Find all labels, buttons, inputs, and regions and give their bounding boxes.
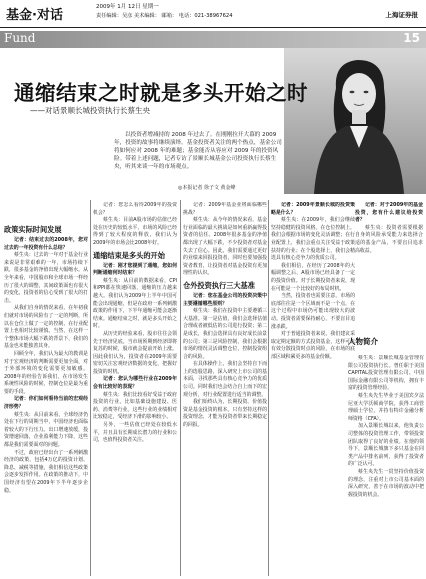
body-paragraph: 从历史的经验来看，股市往往会领先于经济见底。当市场预期到经济即将复苏的时候，股市就会提前开始上涨。因此我们认为，投资者在2009年需要密切关注宏观经济数据的变化，把握好投资的时机。 [93, 330, 177, 375]
body-paragraph: 蔡生央先生毕业于美国宾夕法尼亚大学沃顿商学院，获得工商管理硕士学位，并持有特许金融分析师资格（CFA）。 [348, 392, 424, 422]
body-paragraph: 蔡生央先生一贯坚持价值投资的理念，注重对上市公司基本面的深入研究，善于在市场的波动中把握投资的机会。 [348, 468, 424, 498]
portrait-illustration [284, 48, 426, 194]
body-paragraph: 加入景顺长城以来，他负责公司整体的投资管理工作，带领投资团队取得了良好的业绩。在他的领导下，景顺长城旗下多只基金在同类产品中排名前列，获得了投资者的广泛认可。 [348, 423, 424, 468]
byline: ◎本报记者 徐子文 黄金峰 [178, 185, 236, 191]
lead-paragraph: 以投资者增减持的 2008 年过去了。在刚刚拉开大幕的 2009 年，投资的故事将继续演绎。基金投资者关注的两个热点，基金公司将如何应对 2008 年的难题；基金能否从容应对 2009 年的投资风险。带着上述问题，记者专访了景顺长城基金公司投资执行长蔡生央，听其来谈一年的市场观点。 [114, 132, 282, 170]
headline: 通缩结束之时就是多头开始之时 [14, 81, 308, 105]
people-profile-text [348, 355, 424, 575]
body-paragraph: 我们始终认为，长期投资、价值投资是基金投资的根本。只有坚持这样的投资理念，才能为投资者带来长期稳定的回报。 [183, 399, 267, 429]
paper-name: 上海证券报 [385, 11, 418, 19]
page-number: 15 [403, 31, 420, 45]
section-heading: 政策实际时间发展 [4, 225, 62, 234]
body-paragraph: 蔡生央：我们比较看好受益于政府投资的行业，比如基础设施建设、医药、消费等行业。这些行业的业绩相对比较稳定，受经济下滑的影响较小。 [93, 391, 177, 421]
column-rule [268, 200, 269, 576]
body-paragraph: 不过，政府已经出台了一系列刺激经济的政策，包括4万亿的投资计划、降息、减税等措施，我们相信这些政策会逐步发挥作用。在政策的推动下，中国经济有望在2009年下半年逐步企稳。 [4, 449, 88, 494]
body-paragraph: 当然，投资者也需要注意，市场的底部往往是一个区域而不是一个点，在这个过程中市场仍可能出现较大的波动。投资者需要保持耐心，不要盲目追涨杀跌。 [271, 293, 355, 330]
subheadline: ——对话景顺长城投资执行长蔡生央 [30, 106, 150, 115]
body-paragraph: 记者：2009年基金业将面临哪些挑战？ [183, 202, 267, 216]
portrait-photo [284, 48, 426, 194]
body-paragraph: 我们相信，在经历了2008年的大幅调整之后，A股市场已经具备了一定的投资价值。对于长期投资者来说，现在可能是一个比较好的布局时机。 [271, 262, 355, 292]
interview-question: 记者：你们如何看待当前的宏观经济形势？ [4, 396, 88, 411]
section-heading: 通缩结束是多头的开始 [93, 250, 165, 260]
interview-question: 记者：您认为哪些行业在2009年会有比较好的表现？ [93, 376, 177, 391]
section-title: 基金·对话 [6, 8, 63, 23]
interview-question: 记者：2009年景顺长城的投资策略是什么？ [271, 202, 355, 216]
interview-question: 记者：刚才您提到了通缩，您如何判断通缩何时结束？ [93, 262, 177, 277]
fund-band [0, 31, 426, 48]
body-paragraph: 蔡生央：从今年的情况来看，基金行业面临的最大挑战是如何重新赢得投资者的信任。2008年很多基金的净值都出现了大幅下跌，不少投资者对基金失去了信心。因此，我们需要通过更好的业绩来回报投资者，同时也要加强投资者教育，让投资者对基金投资有更加理性的认识。 [183, 217, 267, 277]
fund-label: Fund [4, 31, 36, 45]
body-paragraph: 蔡生央：景顺长城基金管理有限公司投资执行长。曾任职于美国CAPITAL投资管理有限公司、中国国际金融有限公司等机构，拥有丰富的投资管理经验。 [348, 355, 424, 392]
column-rule [90, 200, 91, 576]
article-column-1 [4, 222, 88, 574]
body-paragraph: 蔡生央：从目前的数据来看，CPI和PPI都在快速回落，通缩的压力越来越大。我们认为2009年上半年中国可能会出现通缩，但是在政府一系列刺激政策的作用下，下半年通缩可能会逐渐结束。通缩结束之时，就是多头开始之时。 [93, 277, 177, 330]
body-paragraph: 蔡生央：在2009年，我们会继续坚持稳健的投资风格。在仓位控制上，我们会根据市场的变化灵活调整；在行业配置上，我们会重点关注受益于政策扶持的行业；在个股选择上，我们会精选具有核心竞争力的优质公司。 [271, 217, 355, 262]
body-paragraph: 蔡生央：我们在投资中主要遵循三大基准。第一是估值，我们会选择估值合理或者被低估的公司进行投资；第二是成长，我们会选择具有良好成长前景的公司；第三是风险控制，我们会根据市场的情况灵活调整仓位，控制投资组合的风险。 [183, 308, 267, 360]
article-column-3 [183, 202, 267, 574]
body-paragraph: 对于普通投资者来说，我们建议采取定期定额的方式投资基金，这样可以有效分散投资时点的风险，在市场的底部区域积累更多的基金份额。 [271, 331, 355, 360]
interview-question: 记者：结束过去的2008年，您对过去的一年投资有什么总结？ [4, 237, 88, 251]
column-rule [180, 200, 181, 576]
article-column-2 [93, 202, 177, 574]
section-heading: 仓外投资执行三大基准 [183, 280, 255, 290]
body-paragraph: 蔡生央：投资者需要根据自身的风险承受能力来选择合适的基金产品，不要盲目追求高收益。 [355, 224, 423, 254]
body-paragraph: 记者：您怎么看待2009年的投资机会？ [93, 202, 177, 216]
body-paragraph: 另外，一些估值已经处在较低水平，并且具有长期成长潜力的行业和公司，也值得投资者关注。 [93, 422, 177, 444]
body-paragraph: 从我们自身的情况来看，在年初我们就对市场的风险有了一定的判断，所以在仓位上做了一定的控制，在行业配置上也相对比较谨慎。当然，在这样一个整体市场大幅下跌的背景下，我们的基金也未能独善其身。 [4, 305, 88, 350]
issue-date: 2009年 1月 12日 星期一 [96, 4, 159, 10]
article-column-5 [355, 202, 423, 322]
body-paragraph: 回顾全年，我们认为最大的教训是对于宏观经济的判断需要更加全面，对于外部环境的变化需要更加敏感。2008年的经验告诉我们，在市场发生系统性风险的时候，控制仓位是最为重要的手段。 [4, 350, 88, 395]
editor-contact: 责任编辑：吴彦 美术编辑： 邮箱： 电话：021-38967624 [96, 13, 233, 19]
body-paragraph: 蔡生央：目前A股市场的估值已经处在历史的较低水平，市场的风险已经得到了较大程度的释放，我们认为2009年的市场会比2008年好。 [93, 217, 177, 246]
interview-question: 记者：对于2009年的基金投资，您有什么建议给投资者？ [355, 202, 423, 224]
people-profile-label: 人物简介 [348, 337, 378, 346]
article-column-4 [271, 202, 355, 540]
interview-question: 记者：您在基金公司的投资决策中主要遵循哪些原则？ [183, 292, 267, 307]
body-paragraph: 在具体操作上，我们会坚持自下而上的选股思路，深入研究上市公司的基本面，寻找那些具有核心竞争力的优质公司。同时我们也会结合自上而下的宏观分析，对行业配置进行适当的调整。 [183, 361, 267, 398]
body-paragraph: 蔡生央：从目前来看，全球经济仍处在下行的周期当中，中国经济也面临着较大的下行压力。出口增速放缓，投资增速回落，企业盈利能力下降，这些都是我们需要面对的问题。 [4, 411, 88, 449]
body-paragraph: 蔡生央：过去的一年对于基金行业来说是非常艰难的一年，市场持续下跌，很多基金的净值出现大幅缩水。从全年来看，中国股市和全球市场一样经历了很大的调整，其间政策面也有很大的变化，投资者的信心受到了很大的打击。 [4, 252, 88, 304]
masthead [0, 0, 426, 28]
